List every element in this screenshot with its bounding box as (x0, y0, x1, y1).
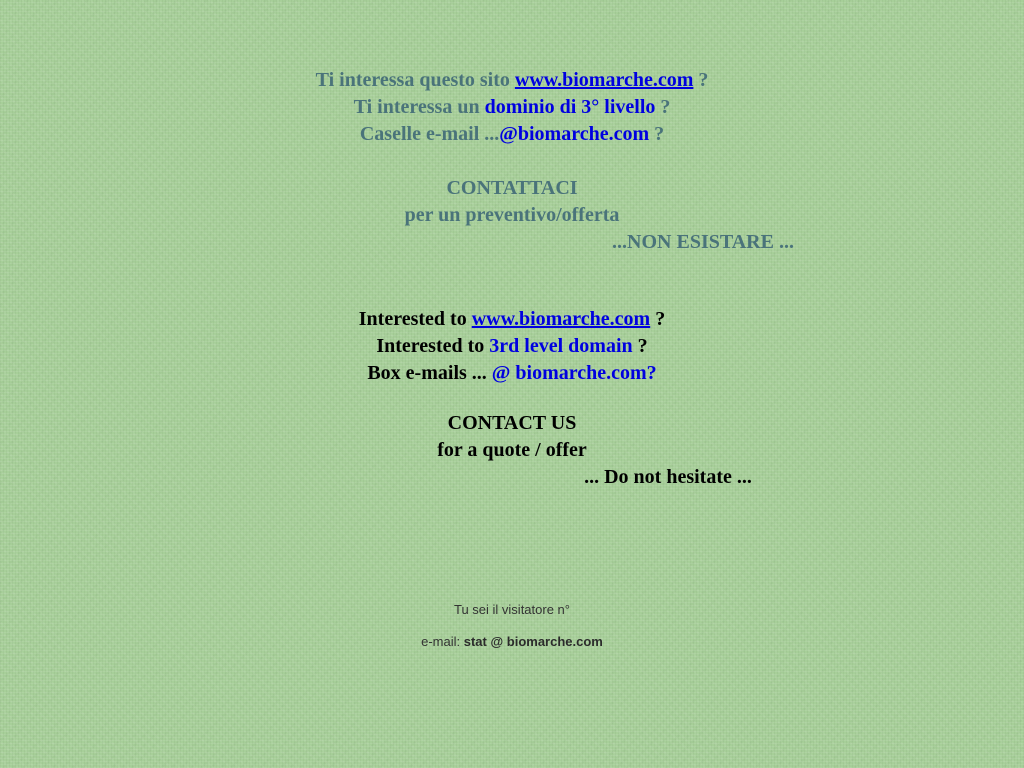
it-quote-line: per un preventivo/offerta (404, 204, 620, 226)
en-line-site (0, 306, 1024, 333)
it-email-pre: Caselle e-mail ... (359, 123, 500, 145)
en-contact-heading: CONTACT US (447, 412, 577, 434)
it-email-post: ? (649, 123, 665, 145)
biomarche-link-english[interactable]: www.biomarche.com (471, 308, 651, 330)
spacer (0, 256, 1024, 306)
it-email-highlight: @biomarche.com (499, 123, 650, 145)
it-line-email (0, 121, 1024, 148)
footer (0, 602, 1024, 650)
it-hesitate-line (0, 229, 1024, 256)
footer-email-address: stat @ biomarche.com (463, 634, 603, 649)
it-domain-highlight: dominio di 3° livello (484, 96, 656, 118)
en-quote-line: for a quote / offer (437, 439, 587, 461)
en-hesitate-line (0, 464, 1024, 491)
en-domain-pre: Interested to (376, 335, 490, 357)
en-hesitate-text: ... Do not hesitate ... (584, 466, 752, 488)
visitor-counter-line: Tu sei il visitatore n° (454, 602, 570, 617)
it-domain-pre: Ti interessa un (353, 96, 485, 118)
it-hesitate-text: ...NON ESISTARE ... (612, 231, 794, 253)
biomarche-link-italian[interactable]: www.biomarche.com (514, 69, 694, 91)
it-site-pre: Ti interessa questo sito (315, 69, 515, 91)
it-domain-post: ? (655, 96, 671, 118)
en-line-domain (0, 333, 1024, 360)
italian-section (0, 67, 1024, 256)
en-domain-highlight: 3rd level domain (489, 335, 633, 357)
en-site-post: ? (650, 308, 666, 330)
en-domain-post: ? (632, 335, 648, 357)
en-site-pre: Interested to (358, 308, 472, 330)
english-section (0, 306, 1024, 491)
spacer (0, 387, 1024, 410)
en-line-email (0, 360, 1024, 387)
en-email-highlight: @ biomarche.com? (491, 362, 657, 384)
spacer (0, 148, 1024, 175)
it-site-post: ? (693, 69, 709, 91)
it-line-domain (0, 94, 1024, 121)
footer-email-line (0, 634, 1024, 650)
it-line-site (0, 67, 1024, 94)
en-email-pre: Box e-mails ... (367, 362, 492, 384)
it-contact-heading: CONTATTACI (446, 177, 578, 199)
footer-email-label: e-mail: (421, 634, 464, 649)
